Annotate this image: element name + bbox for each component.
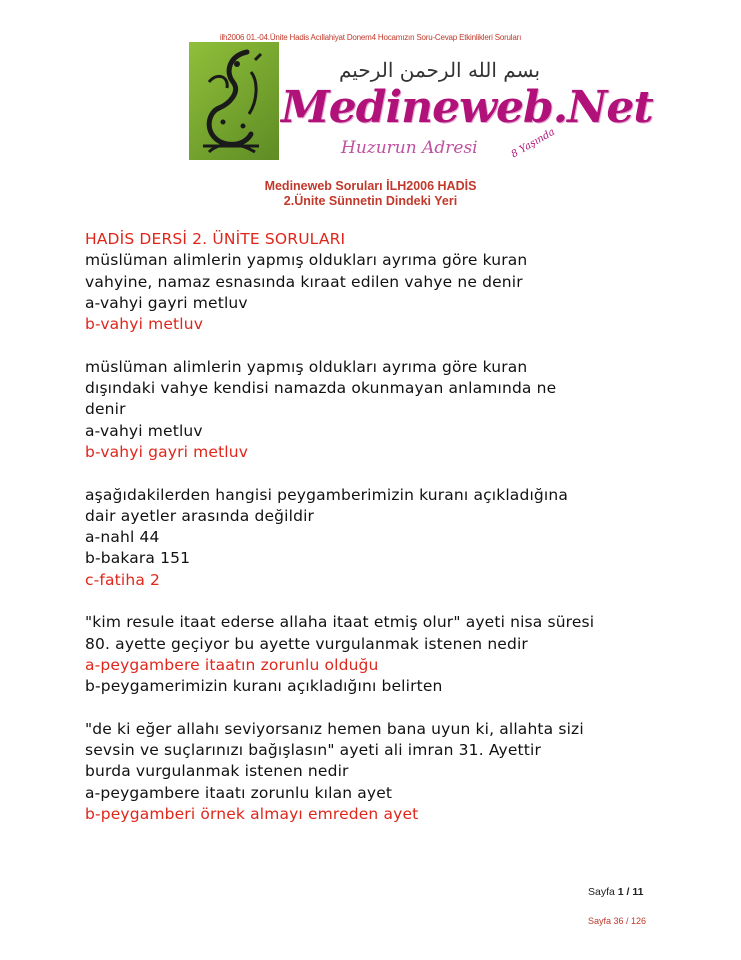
correct-answer: b-peygamberi örnek almayı emreden ayet (85, 805, 419, 824)
question-text: dair ayetler arasında değildir (85, 506, 315, 525)
correct-answer: c-fatiha 2 (85, 570, 161, 589)
question-5 (85, 719, 685, 825)
answer-option: a-nahl 44 (85, 528, 160, 547)
answer-option: b-peygamerimizin kuranı açıkladığını belirten (85, 677, 443, 696)
page-separator: / (626, 886, 630, 898)
question-text: aşağıdakilerden hangisi peygamberimizin kuranı açıkladığına (85, 485, 568, 504)
document-title (0, 179, 741, 209)
answer-option: a-peygambere itaatı zorunlu kılan ayet (85, 783, 393, 802)
question-text: müslüman alimlerin yapmış oldukları ayrıma göre kuran (85, 251, 528, 270)
brand-years: 8 Yaşında (509, 126, 557, 161)
running-header: ilh2006 01.-04.Ünite Hadis Acıllahiyat Donem4 Hocamızın Soru-Cevap Etkinlikleri Soruları (219, 33, 522, 42)
calligraphy-icon (189, 42, 279, 160)
question-2 (85, 357, 685, 463)
answer-option: a-vahyi metluv (85, 421, 203, 440)
answer-option: b-bakara 151 (85, 549, 191, 568)
brand-slogan: Huzurun Adresi (341, 138, 478, 158)
page-number (588, 886, 644, 898)
title-line-2: 2.Ünite Sünnetin Dindeki Yeri (283, 194, 458, 208)
answer-option: a-vahyi gayri metluv (85, 293, 248, 312)
section-heading: HADİS DERSİ 2. ÜNİTE SORULARI (85, 230, 346, 248)
question-text: dışındaki vahye kendisi namazda okunmayan anlamında ne (85, 379, 557, 398)
correct-answer: b-vahyi metluv (85, 315, 204, 334)
question-4 (85, 612, 685, 697)
question-text: "kim resule itaat ederse allaha itaat etmiş olur" ayeti nisa süresi (85, 613, 595, 632)
question-text: 80. ayette geçiyor bu ayette vurgulanmak istenen nedir (85, 634, 528, 653)
question-1 (85, 250, 685, 335)
question-text: denir (85, 400, 126, 419)
question-text: burda vurgulanmak istenen nedir (85, 762, 349, 781)
brand-name: Medineweb.Net (281, 82, 653, 133)
page-label: Sayfa (588, 886, 615, 898)
calligraphy-emblem (189, 42, 279, 160)
page-total: 11 (632, 886, 644, 898)
medineweb-logo (189, 42, 653, 164)
basmala-text: بسم الله الرحمن الرحيم (339, 58, 541, 82)
page-current: 1 (617, 886, 624, 898)
correct-answer: b-vahyi gayri metluv (85, 442, 249, 461)
question-text: müslüman alimlerin yapmış oldukları ayrıma göre kuran (85, 357, 528, 376)
overall-page-number: Sayfa 36 / 126 (588, 916, 647, 926)
question-3 (85, 485, 685, 591)
question-text: "de ki eğer allahı seviyorsanız hemen bana uyun ki, allahta sizi (85, 719, 584, 738)
title-line-1: Medineweb Soruları İLH2006 HADİS (264, 179, 477, 193)
question-text: vahyine, namaz esnasında kıraat edilen vahye ne denir (85, 272, 523, 291)
question-list (85, 229, 685, 825)
question-text: sevsin ve suçlarınızı bağışlasın" ayeti ali imran 31. Ayettir (85, 741, 541, 760)
correct-answer: a-peygambere itaatın zorunlu olduğu (85, 655, 379, 674)
